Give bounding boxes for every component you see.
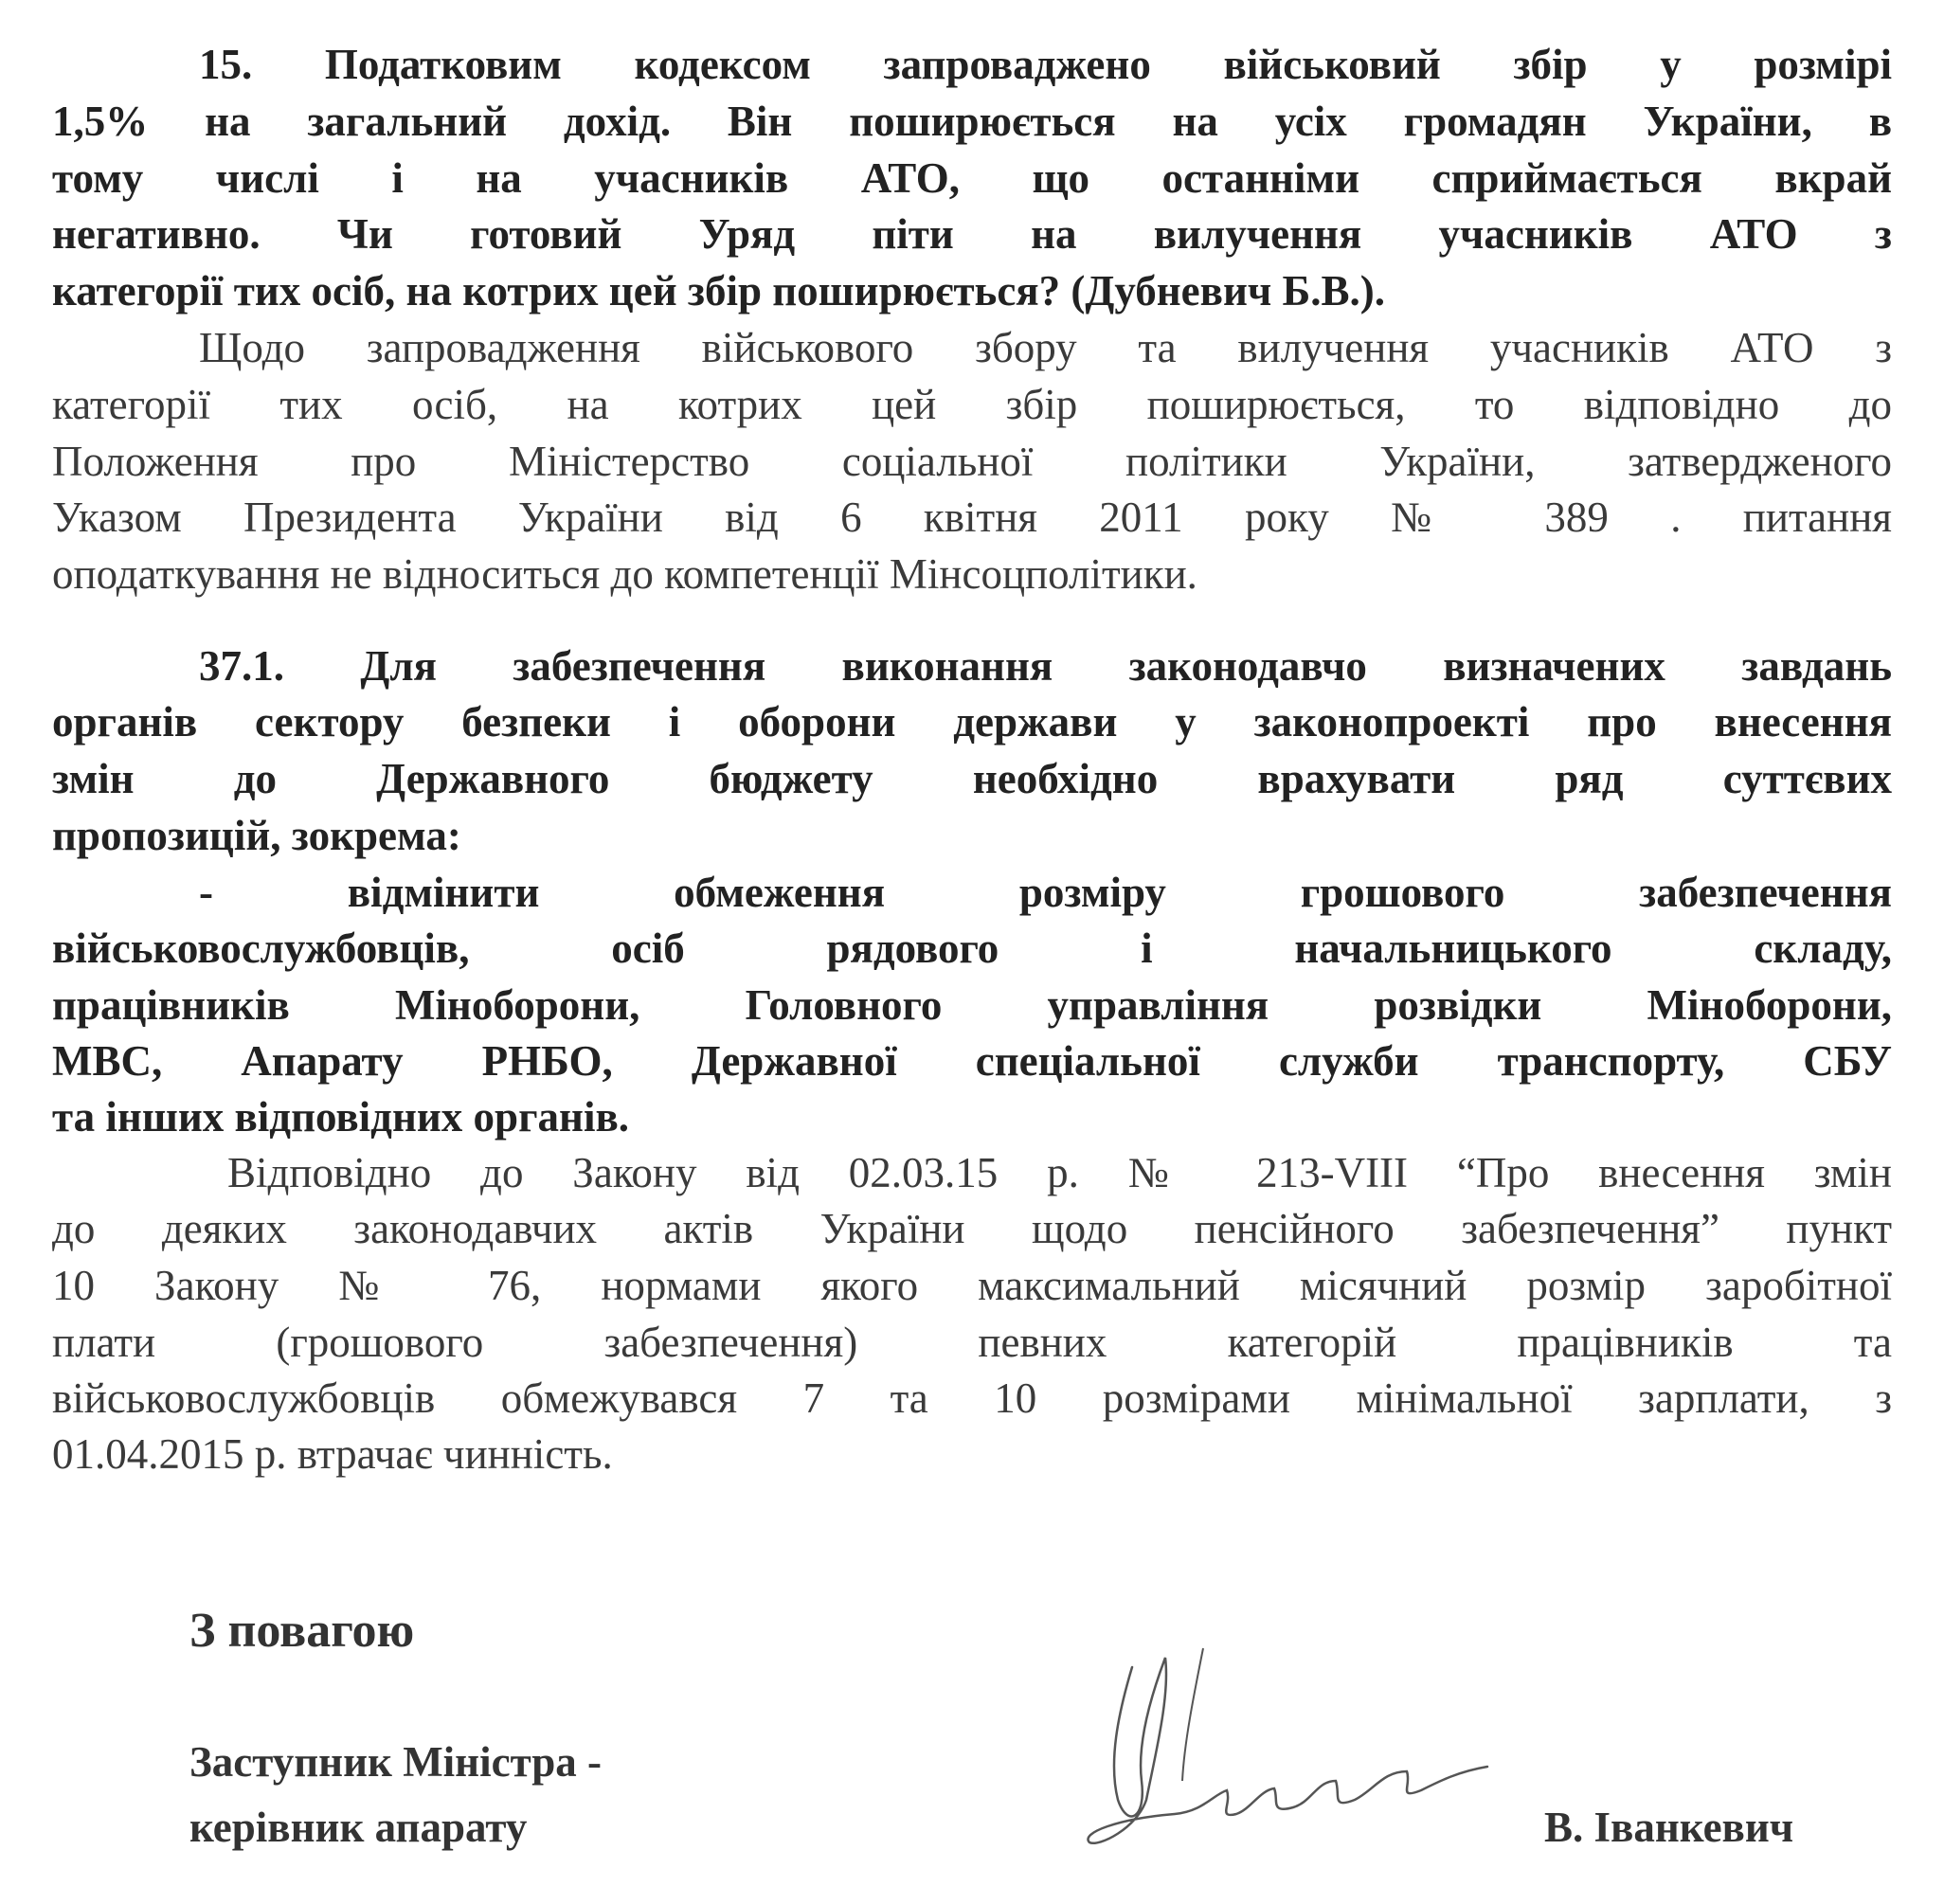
paragraph-a15-line: Указом Президента України від 6 квітня 2011 року № 389 . питання bbox=[52, 494, 1892, 541]
paragraph-q15-line: категорії тих осіб, на котрих цей збір поширюється? (Дубневич Б.В.). bbox=[52, 267, 1386, 314]
paragraph-a37-line: 10 Закону № 76, нормами якого максимальний місячний розмір заробітної bbox=[52, 1262, 1892, 1309]
paragraph-a15-line: Положення про Міністерство соціальної політики України, затвердженого bbox=[52, 438, 1892, 485]
paragraph-a37-line: Відповідно до Закону від 02.03.15 р. № 213-VIII “Про внесення змін bbox=[227, 1149, 1892, 1196]
paragraph-a37-line: до деяких законодавчих актів України щодо пенсійного забезпечення” пункт bbox=[52, 1205, 1892, 1252]
paragraph-q37-bullet-line: - відмінити обмеження розміру грошового забезпечення bbox=[199, 869, 1892, 916]
paragraph-a37-line: плати (грошового забезпечення) певних категорій працівників та bbox=[52, 1319, 1892, 1366]
handwritten-signature bbox=[1061, 1639, 1535, 1866]
paragraph-q37-line: пропозицій, зокрема: bbox=[52, 812, 461, 859]
signatory-position-line2: керівник апарату bbox=[189, 1804, 528, 1851]
paragraph-q37-bullet-line: та інших відповідних органів. bbox=[52, 1093, 629, 1141]
paragraph-q37-line: 37.1. Для забезпечення виконання законодавчо визначених завдань bbox=[199, 642, 1892, 690]
paragraph-q37-bullet-line: працівників Міноборони, Головного управління розвідки Міноборони, bbox=[52, 981, 1892, 1029]
paragraph-a15-line: Щодо запровадження військового збору та вилучення учасників АТО з bbox=[199, 324, 1892, 371]
paragraph-a15-line: оподаткування не відноситься до компетенції Мінсоцполітики. bbox=[52, 550, 1197, 598]
signatory-position-line1: Заступник Міністра - bbox=[189, 1738, 602, 1786]
paragraph-q37-bullet-line: військовослужбовців, осіб рядового і начальницького складу, bbox=[52, 925, 1892, 972]
paragraph-q37-line: змін до Державного бюджету необхідно врахувати ряд суттєвих bbox=[52, 755, 1892, 802]
paragraph-q15-line: негативно. Чи готовий Уряд піти на вилучення учасників АТО з bbox=[52, 210, 1892, 258]
paragraph-a15-line: категорії тих осіб, на котрих цей збір поширюється, то відповідно до bbox=[52, 381, 1892, 428]
paragraph-q37-line: органів сектору безпеки і оборони держави у законопроекті про внесення bbox=[52, 698, 1892, 745]
paragraph-a37-line: військовослужбовців обмежувався 7 та 10 розмірами мінімальної зарплати, з bbox=[52, 1374, 1892, 1422]
paragraph-q15-line: тому числі і на учасників АТО, що останніми сприймається вкрай bbox=[52, 154, 1892, 202]
paragraph-q15-line: 1,5% на загальний дохід. Він поширюється на усіх громадян України, в bbox=[52, 98, 1892, 145]
paragraph-q15-line: 15. Податковим кодексом запроваджено військовий збір у розмірі bbox=[199, 41, 1892, 88]
closing-regards: З повагою bbox=[189, 1604, 415, 1658]
signatory-name: В. Іванкевич bbox=[1544, 1804, 1794, 1851]
paragraph-a37-line: 01.04.2015 р. втрачає чинність. bbox=[52, 1430, 613, 1478]
paragraph-q37-bullet-line: МВС, Апарату РНБО, Державної спеціальної служби транспорту, СБУ bbox=[52, 1037, 1892, 1085]
